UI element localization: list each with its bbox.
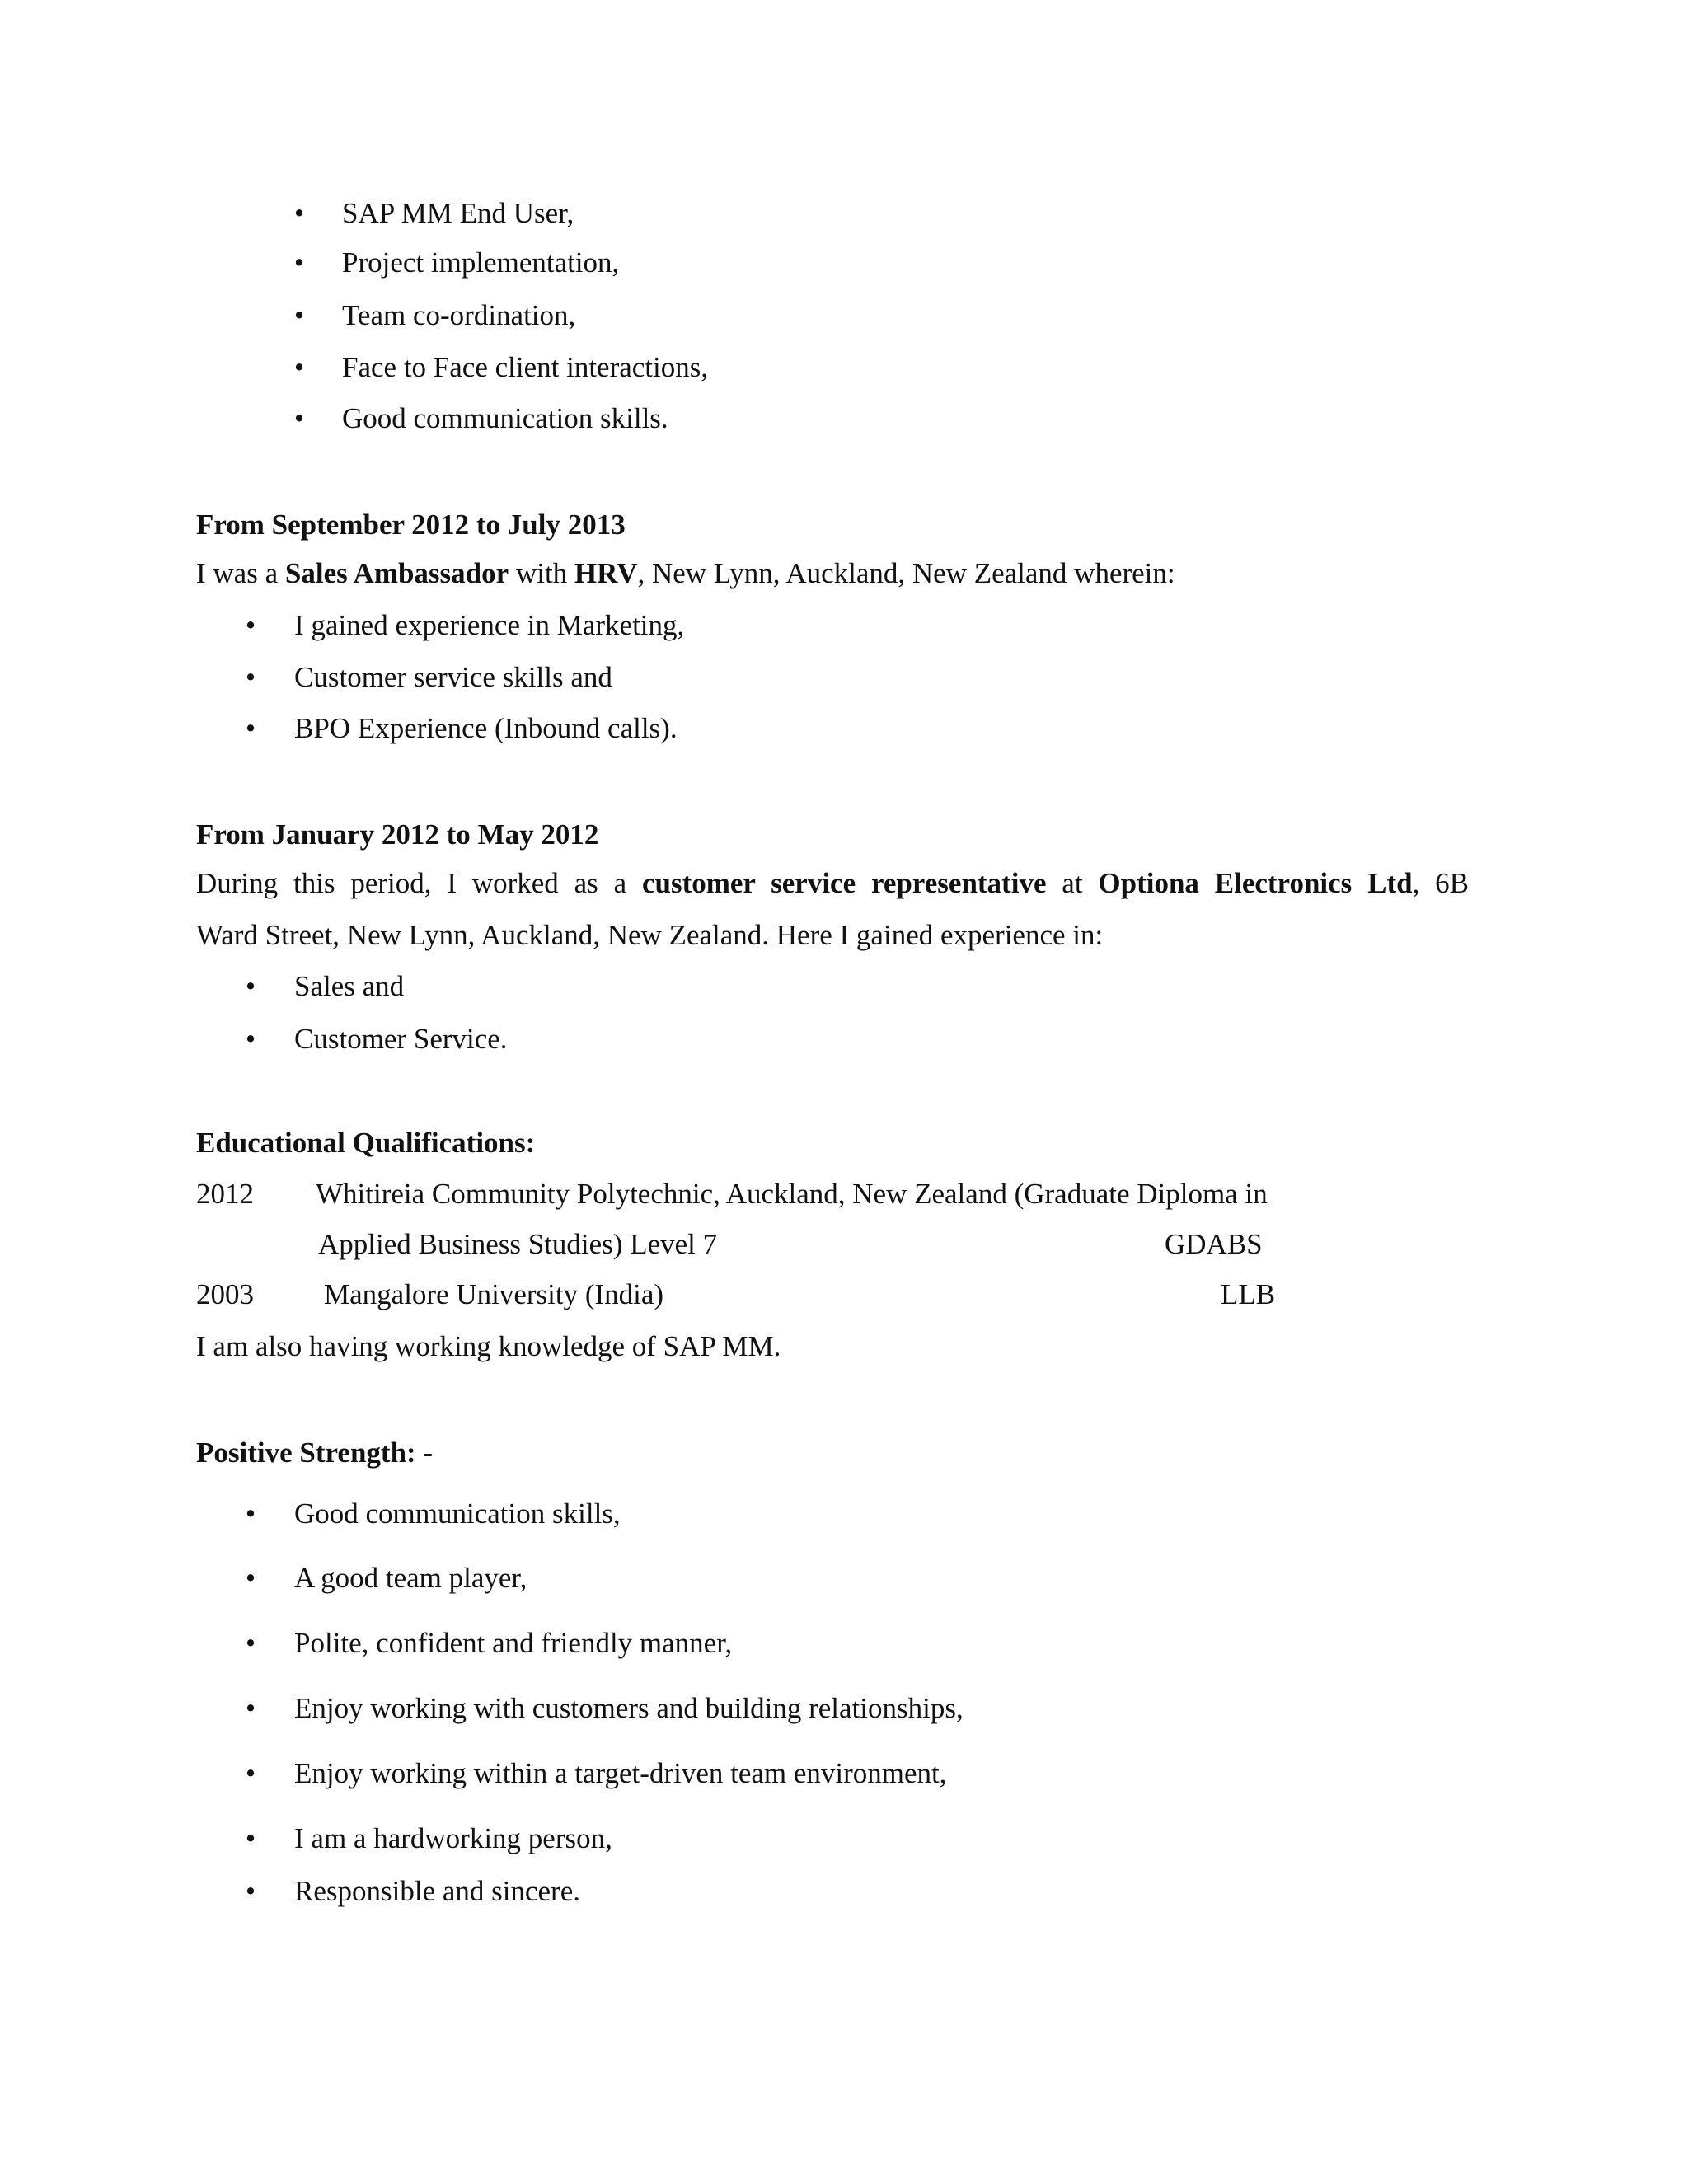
bullet-icon: •: [245, 609, 256, 641]
section-heading-optiona: From January 2012 to May 2012: [196, 818, 599, 851]
skill-item: Good communication skills.: [342, 402, 668, 434]
bullet-icon: •: [293, 197, 305, 229]
optiona-text: During this period, I worked as a: [196, 867, 642, 899]
bullet-icon: •: [245, 1692, 256, 1724]
bullet-icon: •: [293, 299, 305, 331]
optiona-item: Customer Service.: [294, 1023, 508, 1055]
hrv-intro: [196, 555, 1175, 592]
bullet-icon: •: [245, 1562, 256, 1594]
hrv-intro-text: , New Lynn, Auckland, New Zealand wherein:: [637, 557, 1175, 589]
bullet-icon: •: [245, 1497, 256, 1530]
education-institution-cont: Applied Business Studies) Level 7: [318, 1228, 718, 1260]
optiona-company: Optiona Electronics Ltd: [1098, 867, 1413, 899]
bullet-icon: •: [293, 402, 305, 434]
section-heading-strengths: Positive Strength: -: [196, 1436, 434, 1469]
bullet-icon: •: [245, 1023, 256, 1055]
education-year: 2012: [196, 1178, 254, 1210]
education-abbr: GDABS: [1165, 1228, 1263, 1260]
strength-item: Enjoy working within a target-driven team environment,: [294, 1757, 947, 1789]
bullet-icon: •: [245, 1875, 256, 1907]
bullet-icon: •: [245, 1627, 256, 1659]
strength-item: Enjoy working with customers and building relationships,: [294, 1692, 964, 1724]
bullet-icon: •: [245, 661, 256, 693]
hrv-item: I gained experience in Marketing,: [294, 609, 685, 641]
hrv-item: Customer service skills and: [294, 661, 612, 693]
bullet-icon: •: [245, 712, 256, 744]
strength-item: I am a hardworking person,: [294, 1822, 612, 1854]
optiona-item: Sales and: [294, 970, 405, 1002]
hrv-company: HRV: [574, 557, 638, 589]
hrv-role: Sales Ambassador: [284, 557, 509, 589]
section-heading-education: Educational Qualifications:: [196, 1127, 536, 1159]
section-heading-hrv: From September 2012 to July 2013: [196, 509, 626, 541]
skill-item: Face to Face client interactions,: [342, 351, 709, 383]
optiona-text: at: [1046, 867, 1099, 899]
education-year: 2003: [196, 1278, 254, 1310]
strength-item: Responsible and sincere.: [294, 1875, 580, 1907]
hrv-intro-text: I was a: [196, 557, 285, 589]
education-abbr: LLB: [1221, 1278, 1276, 1310]
skill-item: Team co-ordination,: [342, 299, 576, 331]
education-institution: Whitireia Community Polytechnic, Auckland, New Zealand (Graduate Diploma in: [316, 1178, 1268, 1210]
education-note: I am also having working knowledge of SAP MM.: [196, 1330, 781, 1362]
optiona-role: customer service representative: [641, 867, 1047, 899]
optiona-paragraph-line-1: [196, 865, 1469, 902]
bullet-icon: •: [245, 1822, 256, 1854]
bullet-icon: •: [245, 970, 256, 1002]
education-institution: Mangalore University (India): [324, 1278, 664, 1310]
strength-item: Polite, confident and friendly manner,: [294, 1627, 733, 1659]
bullet-icon: •: [293, 246, 305, 279]
bullet-icon: •: [293, 351, 305, 383]
hrv-intro-text: with: [509, 557, 574, 589]
bullet-icon: •: [245, 1757, 256, 1789]
skill-item: Project implementation,: [342, 246, 620, 279]
optiona-text: , 6B: [1412, 867, 1469, 899]
optiona-paragraph-line-2: Ward Street, New Lynn, Auckland, New Zealand. Here I gained experience in:: [196, 919, 1104, 951]
strength-item: A good team player,: [294, 1562, 528, 1594]
hrv-item: BPO Experience (Inbound calls).: [294, 712, 678, 744]
skill-item: SAP MM End User,: [342, 197, 574, 229]
strength-item: Good communication skills,: [294, 1497, 621, 1530]
